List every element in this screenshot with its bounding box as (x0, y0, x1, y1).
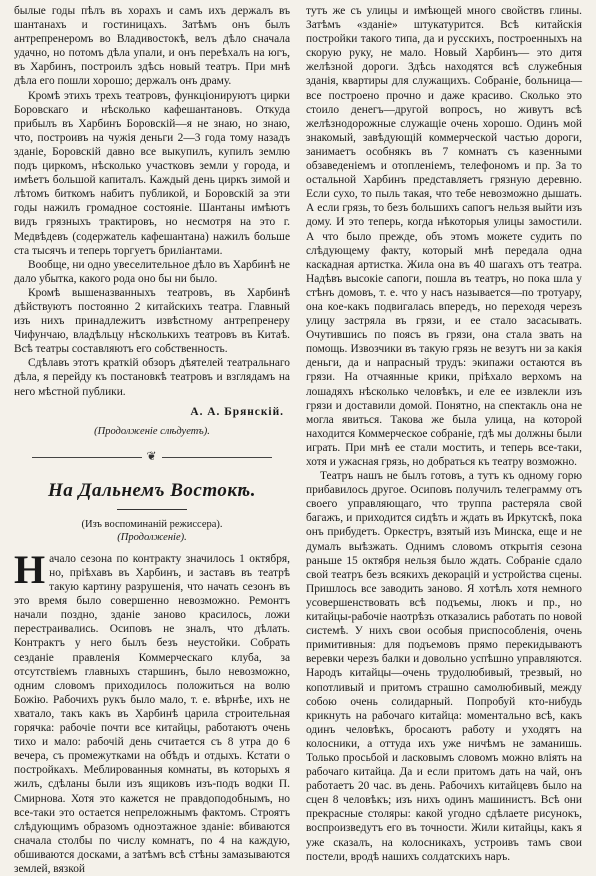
paragraph: Кромѣ вышеназванныхъ театровъ, въ Харбинѣ дѣйствуютъ постоянно 2 китайскихъ театра. Главный изъ нихъ принадлежитъ извѣстному антрепренеру Чифунчаю, владѣльцу нѣсколькихъ театровъ въ Китаѣ. Всѣ театры составляютъ его собственность. (14, 286, 290, 356)
paragraph: Сдѣлавъ этотъ краткій обзоръ дѣятелей театральнаго дѣла, я перейду къ постановкѣ театровъ и взглядамъ на него мѣстной публики. (14, 357, 290, 398)
title-rule (117, 509, 187, 510)
paragraph: Вообще, ни одно увеселительное дѣло въ Харбинѣ не дало убытка, какого рода оно бы ни было. (14, 258, 290, 285)
column-gutter (297, 8, 298, 788)
paragraph: Кромѣ этихъ трехъ театровъ, функціонируютъ цирки Боровскаго и нѣсколько кафешантановъ. Откуда прибылъ въ Харбинъ Боровскій—я не знаю, но знаю, что, построивъ на чужія деньги 2—3 года тому назадъ зданіе, Боровскій давно все выкупилъ, купилъ землю подъ циркомъ, нѣсколько участковъ земли у города, и имѣетъ большой капиталъ. Каждый день циркъ зимой и лѣтомъ биткомъ набитъ публикой, и Боровскій за эти годы нажилъ громадное состояніе. Шантаны имѣютъ видъ грязныхъ трактировъ, но несмотря на это г. Медвѣдевъ (содержатель кафешантана) нажилъ больше ста тысячъ и теперь торгуетъ бриліантами. (14, 89, 290, 257)
article-title: На Дальнемъ Востокѣ. (48, 479, 256, 501)
paragraph: былые годы пѣлъ въ хорахъ и самъ ихъ держалъ въ шантанахъ и гостиницахъ. Затѣмъ онъ былъ антрепренеромъ во Владивостокѣ, велъ дѣло сначала удачно, но потомъ дѣла упали, и онъ переѣхалъ на югъ, въ Харбинъ, построилъ здѣсь новый театръ. При мнѣ дѣла его пошли хорошо; держалъ онъ драму. (14, 5, 290, 88)
author-signature: А. А. Брянскій. (190, 405, 284, 418)
drop-cap: Н (14, 546, 46, 592)
section-divider: ❦ (14, 449, 290, 463)
paragraph: тутъ же съ улицы и имѣющей много свойствъ глины. Затѣмъ «зданіе» штукатурится. Всѣ китайскія постройки такого типа, да и русскихъ, построенныхъ на скорую руку, не мало. Новый Харбинъ— это дитя желѣзной дороги. Здѣсь находятся всѣ служебныя зданія, квартиры для служащихъ. Собраніе, больница—все построено прочно и даже красиво. Сколько это стоило денегъ—другой вопросъ, но живутъ всѣ желѣзнодорожные служащіе очень хорошо. Одинъ мой знакомый, завѣдующій коммерческой частью дороги, занимаетъ особнякъ въ 7 комнатъ съ казенными обзаведеніемъ и отопленіемъ, телефономъ и пр. За то остальной Харбинъ представляетъ грязную деревню. Если сухо, то пыль такая, что тебе невозможно дышать. А если грязь, то безъ большихъ сапогъ нельзя выйти изъ дому. И это теперь, когда нѣкоторыя улицы замостили. А что было прежде, объ этомъ можете судить по слѣдующему факту, который мнѣ передала одна каскадная артистка. Жила она въ 40 шагахъ отъ театра. Надѣвъ высокіе сапоги, пошла въ театръ, но пока шла у стѣнъ домовъ, т. е. что у насъ называется—по тротуару, она кое-какъ подвигалась впередъ, но переходя черезъ улицу застряла въ грязи, и ее стало засасывать. Очутившись по поясъ въ грязи, она стала звать на помощь. Извозчики въ такую грязь не везутъ ни за какія деньги, да и напрасный трудъ: экипажи остаются въ грязи. На отчаянные крики, пріѣхало верхомъ на лошадяхъ нѣсколько человѣкъ, и еле ее извлекли изъ грязи и доставили домой. Понятно, на спектакль она не могла явиться. Такова же была улица, на которой находится Коммерческое собраніе, гдѣ мы должны были играть. При мнѣ ее стали мостить, и теперь все-таки, хотя и ужасная грязь, но добраться къ театру возможно. (306, 5, 582, 468)
paragraph-text: ачало сезона по контракту значилось 1 октября, но, пріѣхавъ въ Харбинъ, и заставъ въ театрѣ такую картину разрушенія, что начать сезонъ въ это время было совершенно невозможно. Ремонтъ начали поздно, зданіе заново красилось, ложи перестраивались. Осиповъ не зналъ, что дѣлать. Контрактъ у него былъ безъ неустойки. Собрать сезданіе правленія Коммерческаго клуба, за отсутствіемъ главныхъ старшинъ, было невозможно, одним словомъ приходилось положиться на волю Божію. Рабочихъ рукъ было мало, т. е. вѣрнѣе, ихъ не хватало, такъ какъ въ Харбинѣ царила строительная горячка: рабочіе почти все китайцы, работаютъ очень тихо и мало: рабочій день считается съ 8 утра до 6 вечера, съ промежутками на обѣдъ и отдыхъ. Кстати о постройкахъ. Меблированныя комнаты, въ которыхъ я жилъ, сдѣланы были изъ ящиковъ изъ-подъ водки П. Смирнова. Хотя это кажется не правдоподобнымъ, но все-таки это остается непреложнымъ фактомъ. Строятъ слѣдующимъ образомъ одноэтажное зданіе: вбиваются сначала столбы по числу комнатъ, по 4 на каждую, обшиваются досками, а затѣмъ всѣ стѣны замазываются землей, вязкой (14, 552, 290, 875)
article-first-paragraph (14, 546, 290, 876)
right-column (306, 4, 582, 864)
article-subtitle: (Изъ воспоминаній режиссера). (81, 518, 223, 530)
continuation-note: (Продолженіе). (117, 531, 187, 543)
to-be-continued-note: (Продолженіе слѣдуетъ). (94, 425, 210, 437)
left-column (14, 4, 290, 876)
paragraph: Театръ нашъ не былъ готовъ, а тутъ къ одному горю прибавилось другое. Осиповъ получилъ телеграмму отъ своего управляющаго, что труппа растеряла свой багажъ, и приходится сидѣть и ждать въ Иркутскѣ, пока онъ прибудетъ. Оркестръ, взятый изъ Минска, еще и не думалъ выѣзжать. Однимъ словомъ открытія сезона раньше 15 октября нельзя было ждать. Собраніе сдало свой театръ безъ всякихъ декорацій и устройства сцены. Пришлось все заводить заново. Я хотѣлъ хотя немного усовершенствовать всѣ подъемы, люкъ и пр., но китайцы-рабочіе наотрѣзъ отказались работать по новой системѣ. У нихъ свои особыя приспособленія, очень примитивныя: для подъемовъ прямо перекидываютъ веревки черезъ балки и довольно успѣшно управляются. Народъ китайцы—очень трудолюбивый, трезвый, но копотливый и притомъ страшно самолюбивый, между собою очень солидарный. Попробуй кто-нибудь крикнуть на рабочаго китайца: моментально всѣ, какъ одинъ человѣкъ, бросаютъ работу и уходятъ на колосники, а оттуда ихъ уже ничѣмъ не заманишь. Только просьбой и ласковымъ словомъ можно вліять на рабочаго китайца. Да и если притомъ дать на чай, онъ работаетъ 20 час. въ день. Рабочихъ китайцевъ было на сцен 8 человѣкъ; изъ нихъ одинъ машинистъ. Всѣ они прекрасные столяры: какой угодно сдѣлаете рисунокъ, воспроизведутъ его въ точности. Жили китайцы, какъ я уже сказалъ, на колосникахъ, устроивъ тамъ свои постели, вродѣ нашихъ солдатскихъ наръ. (306, 470, 582, 863)
